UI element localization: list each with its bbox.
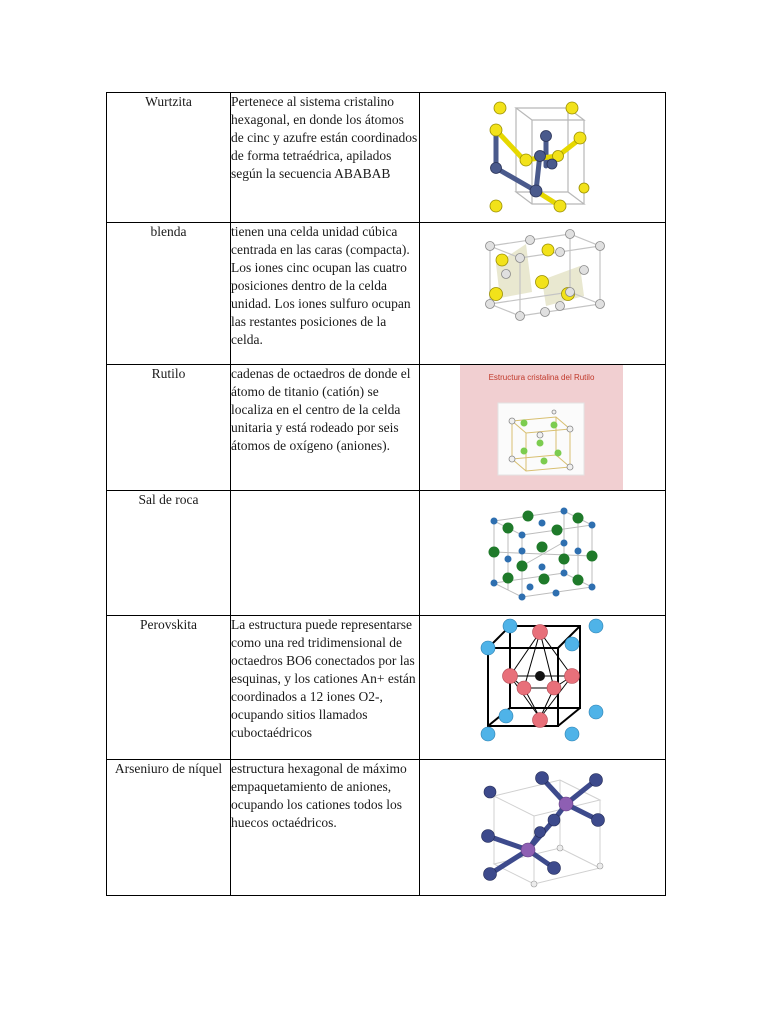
structure-name: Arseniuro de níquel xyxy=(107,760,231,896)
image-cell xyxy=(420,365,666,491)
image-cell xyxy=(420,760,666,896)
structure-description: cadenas de octaedros de donde el átomo de titanio (catión) se localiza en el centro de la celda unitaria y está rodeado por seis átomos de oxígeno (aniones). xyxy=(231,365,420,491)
nickel-arsenide-structure-icon xyxy=(476,760,612,895)
structure-description: tienen una celda unidad cúbica centrada en las caras (compacta). Los iones cinc ocupan las cuatro posiciones dentro de la celda unidad. Los iones sulfuro ocupan las restantes posiciones de la celda. xyxy=(231,223,420,365)
table-row xyxy=(107,616,666,760)
image-cell xyxy=(420,491,666,616)
image-cell xyxy=(420,223,666,365)
table-row xyxy=(107,223,666,365)
structure-name: Wurtzita xyxy=(107,93,231,223)
wurtzite-structure-icon xyxy=(476,96,611,216)
structure-description: Pertenece al sistema cristalino hexagonal, en donde los átomos de cinc y azufre están coordinados de forma tetraédrica, apilados según la secuencia ABABAB xyxy=(231,93,420,223)
image-caption: Estructura cristalina del Rutilo xyxy=(488,373,595,382)
table-row xyxy=(107,491,666,616)
table-row xyxy=(107,365,666,491)
image-cell xyxy=(420,616,666,760)
structure-description: estructura hexagonal de máximo empaquetamiento de aniones, ocupando los cationes todos los huecos octaédricos. xyxy=(231,760,420,896)
table-row xyxy=(107,93,666,223)
structure-name: blenda xyxy=(107,223,231,365)
structure-name: Perovskita xyxy=(107,616,231,760)
rutile-structure-icon xyxy=(460,365,623,490)
perovskite-structure-icon xyxy=(474,616,612,746)
image-cell xyxy=(420,93,666,223)
structure-description xyxy=(231,491,420,616)
crystal-structures-table xyxy=(106,92,666,896)
table-row xyxy=(107,760,666,896)
rock-salt-structure-icon xyxy=(480,503,605,603)
structure-name: Rutilo xyxy=(107,365,231,491)
zinc-blende-structure-icon xyxy=(476,224,612,328)
structure-name: Sal de roca xyxy=(107,491,231,616)
structure-description: La estructura puede representarse como una red tridimensional de octaedros BO6 conectados por las esquinas, y los cationes An+ están coordinados a 12 iones O2-, ocupando sitios llamados cuboctaédricos xyxy=(231,616,420,760)
